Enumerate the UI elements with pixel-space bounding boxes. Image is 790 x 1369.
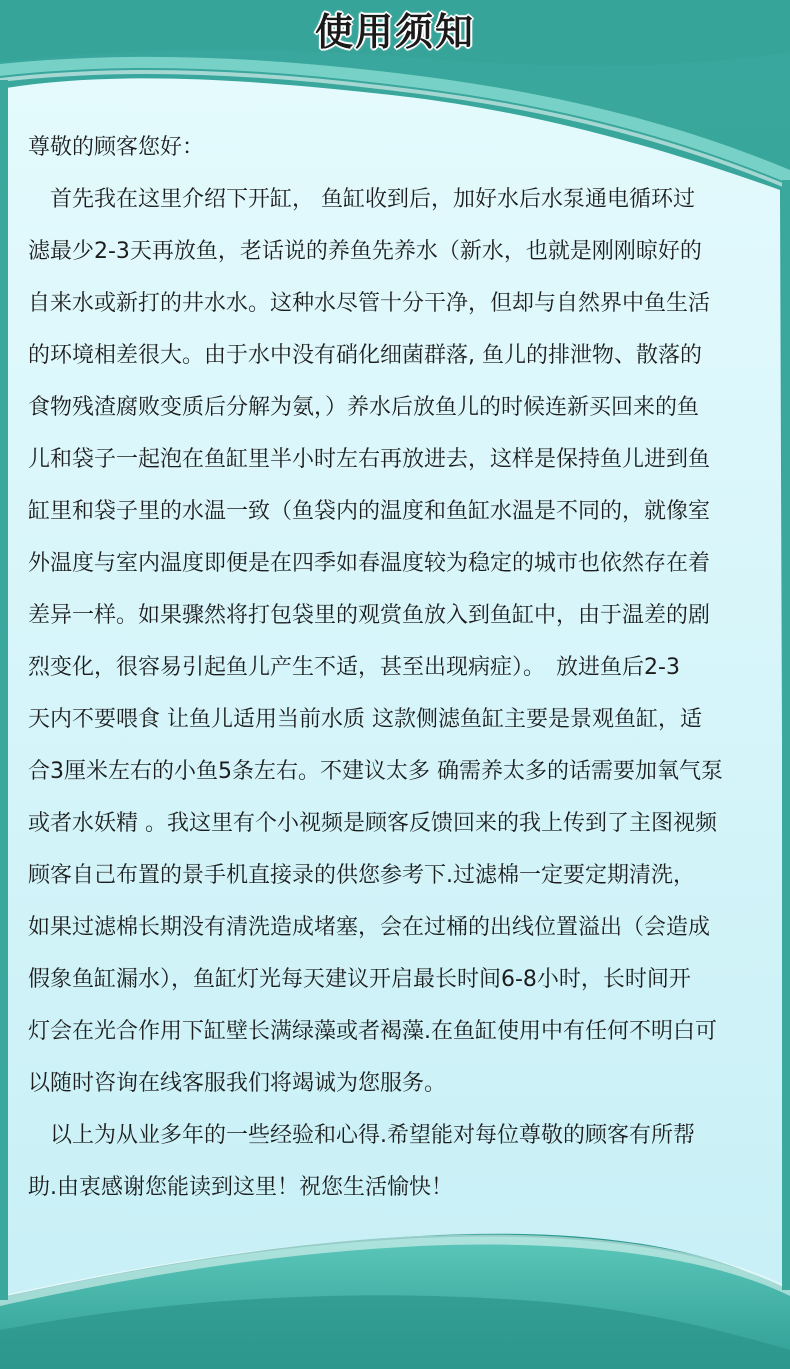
text-line: 食物残渣腐败变质后分解为氨，）养水后放鱼儿的时候连新买回来的鱼: [28, 395, 700, 420]
text-line: 差异一样。如果骤然将打包袋里的观赏鱼放入到鱼缸中，由于温差的剧: [28, 603, 711, 628]
text-line: 顾客自己布置的景手机直接录的供您参考下.过滤棉一定要定期清洗，: [28, 863, 695, 888]
text-line: 自来水或新打的井水水。这种水尽管十分干净，但却与自然界中鱼生活: [28, 291, 711, 316]
text-line: 或者水妖精 。我这里有个小视频是顾客反馈回来的我上传到了主图视频: [28, 811, 717, 836]
text-line: 灯会在光合作用下缸壁长满绿藻或者褐藻.在鱼缸使用中有任何不明白可: [28, 1019, 717, 1044]
page-title: 使用须知: [314, 10, 475, 54]
text-line: 助.由衷感谢您能读到这里！祝您生活愉快！: [28, 1175, 453, 1200]
text-line: 尊敬的顾客您好：: [28, 135, 205, 160]
text-line: 以随时咨询在线客服我们将竭诚为您服务。: [28, 1071, 447, 1096]
text-line: 首先我在这里介绍下开缸， 鱼缸收到后，加好水后水泵通电循环过: [28, 187, 695, 212]
text-line: 假象鱼缸漏水），鱼缸灯光每天建议开启最长时间6-8小时，长时间开: [28, 967, 691, 992]
text-line: 缸里和袋子里的水温一致（鱼袋内的温度和鱼缸水温是不同的，就像室: [28, 499, 711, 524]
text-line: 烈变化，很容易引起鱼儿产生不适，甚至出现病症）。 放进鱼后2-3: [28, 655, 680, 680]
text-line: 如果过滤棉长期没有清洗造成堵塞，会在过桶的出线位置溢出（会造成: [28, 915, 711, 940]
text-line: 天内不要喂食 让鱼儿适用当前水质 这款侧滤鱼缸主要是景观鱼缸，适: [28, 707, 702, 732]
text-line: 儿和袋子一起泡在鱼缸里半小时左右再放进去，这样是保持鱼儿进到鱼: [28, 447, 711, 472]
notice-body: [28, 122, 770, 1214]
text-line: 滤最少2-3天再放鱼，老话说的养鱼先养水（新水，也就是刚刚晾好的: [28, 239, 702, 264]
text-line: 外温度与室内温度即便是在四季如春温度较为稳定的城市也依然存在着: [28, 551, 711, 576]
text-line: 合3厘米左右的小鱼5条左右。不建议太多 确需养太多的话需要加氧气泵: [28, 759, 723, 784]
text-line: 的环境相差很大。由于水中没有硝化细菌群落, 鱼儿的排泄物、散落的: [28, 343, 702, 368]
text-line: 以上为从业多年的一些经验和心得.希望能对每位尊敬的顾客有所帮: [28, 1123, 695, 1148]
